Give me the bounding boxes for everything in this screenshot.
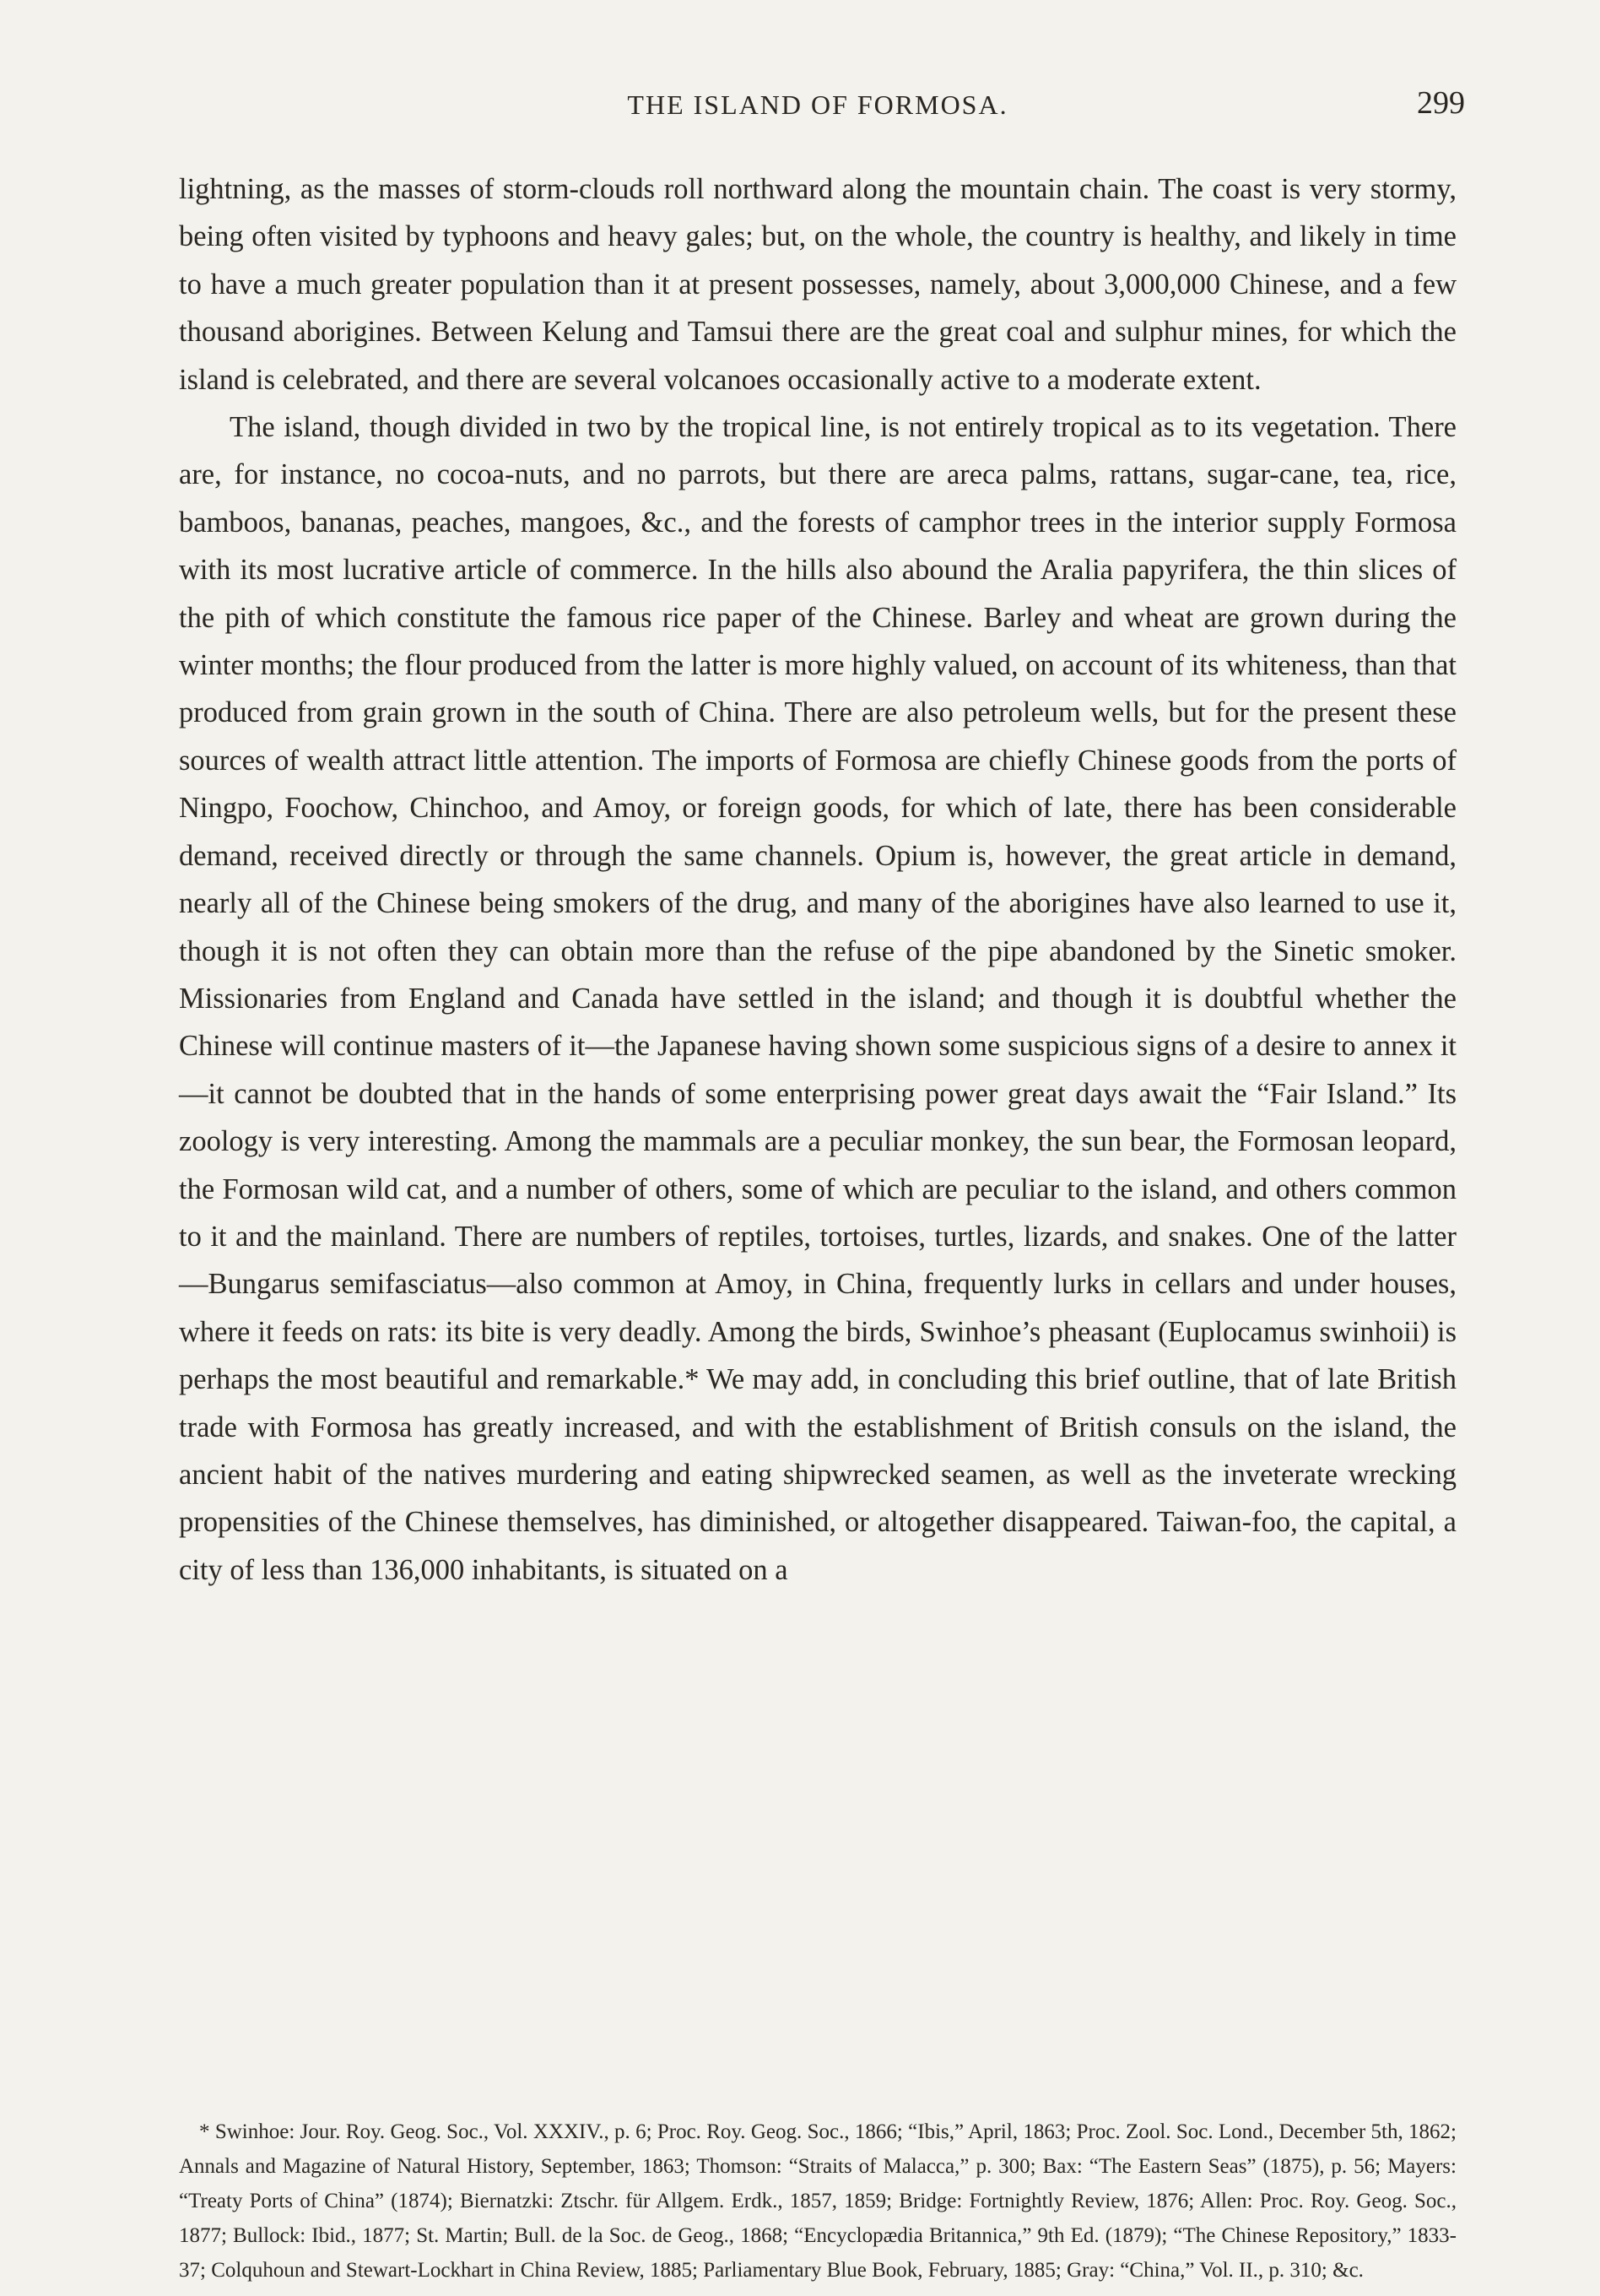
- page-number: 299: [1417, 85, 1465, 121]
- running-title: THE ISLAND OF FORMOSA.: [627, 89, 1008, 120]
- running-head: [179, 85, 1465, 123]
- body-text: [179, 165, 1457, 1594]
- footnote: * Swinhoe: Jour. Roy. Geog. Soc., Vol. XXXIV., p. 6; Proc. Roy. Geog. Soc., 1866; “Ibis,” April, 1863; Proc. Zool. Soc. Lond., December 5th, 1862; Annals and Magazine of Natural History, September, 1863; Thomson: “Straits of Malacca,” p. 300; Bax: “The Eastern Seas” (1875), p. 56; Mayers: “Treaty Ports of China” (1874); Biernatzki: Ztschr. für Allgem. Erdk., 1857, 1859; Bridge: Fortnightly Review, 1876; Allen: Proc. Roy. Geog. Soc., 1877; Bullock: Ibid., 1877; St. Martin; Bull. de la Soc. de Geog., 1868; “Encyclopædia Britannica,” 9th Ed. (1879); “The Chinese Repository,” 1833-37; Colquhoun and Stewart-Lockhart in China Review, 1885; Parliamentary Blue Book, February, 1885; Gray: “China,” Vol. II., p. 310; &c.: [179, 2120, 1457, 2282]
- paragraph-2: The island, though divided in two by the tropical line, is not entirely tropical as to its vegetation. There are, for instance, no cocoa-nuts, and no parrots, but there are areca palms, rattans, sugar-cane, tea, rice, bamboos, bananas, peaches, mangoes, &c., and the forests of camphor trees in the interior supply Formosa with its most lucrative article of commerce. In the hills also abound the Aralia papyrifera, the thin slices of the pith of which constitute the famous rice paper of the Chinese. Barley and wheat are grown during the winter months; the flour produced from the latter is more highly valued, on account of its whiteness, than that produced from grain grown in the south of China. There are also petroleum wells, but for the present these sources of wealth attract little attention. The imports of Formosa are chiefly Chinese goods from the ports of Ningpo, Foochow, Chinchoo, and Amoy, or foreign goods, for which of late, there has been considerable demand, received directly or through the same channels. Opium is, however, the great article in demand, nearly all of the Chinese being smokers of the drug, and many of the aborigines have also learned to use it, though it is not often they can obtain more than the refuse of the pipe abandoned by the Sinetic smoker. Missionaries from England and Canada have settled in the island; and though it is doubtful whether the Chinese will continue masters of it—the Japanese having shown some suspicious signs of a desire to annex it—it cannot be doubted that in the hands of some enterprising power great days await the “Fair Island.” Its zoology is very interesting. Among the mammals are a peculiar monkey, the sun bear, the Formosan leopard, the Formosan wild cat, and a number of others, some of which are peculiar to the island, and others common to it and the mainland. There are numbers of reptiles, tortoises, turtles, lizards, and snakes. One of the latter—Bungarus semifasciatus—also common at Amoy, in China, frequently lurks in cellars and under houses, where it feeds on rats: its bite is very deadly. Among the birds, Swinhoe’s pheasant (Euplocamus swinhoii) is perhaps the most beautiful and remarkable.* We may add, in concluding this brief outline, that of late British trade with Formosa has greatly increased, and with the establishment of British consuls on the island, the ancient habit of the natives murdering and eating shipwrecked seamen, as well as the inveterate wrecking propensities of the Chinese themselves, has diminished, or altogether disappeared. Taiwan-foo, the capital, a city of less than 136,000 inhabitants, is situated on a: [179, 411, 1457, 1586]
- paragraph-1: lightning, as the masses of storm-clouds roll northward along the mountain chain. The coast is very stormy, being often visited by typhoons and heavy gales; but, on the whole, the country is healthy, and likely in time to have a much greater population than it at present possesses, namely, about 3,000,000 Chinese, and a few thousand aborigines. Between Kelung and Tamsui there are the great coal and sulphur mines, for which the island is celebrated, and there are several volcanoes occasionally active to a moderate extent.: [179, 173, 1457, 396]
